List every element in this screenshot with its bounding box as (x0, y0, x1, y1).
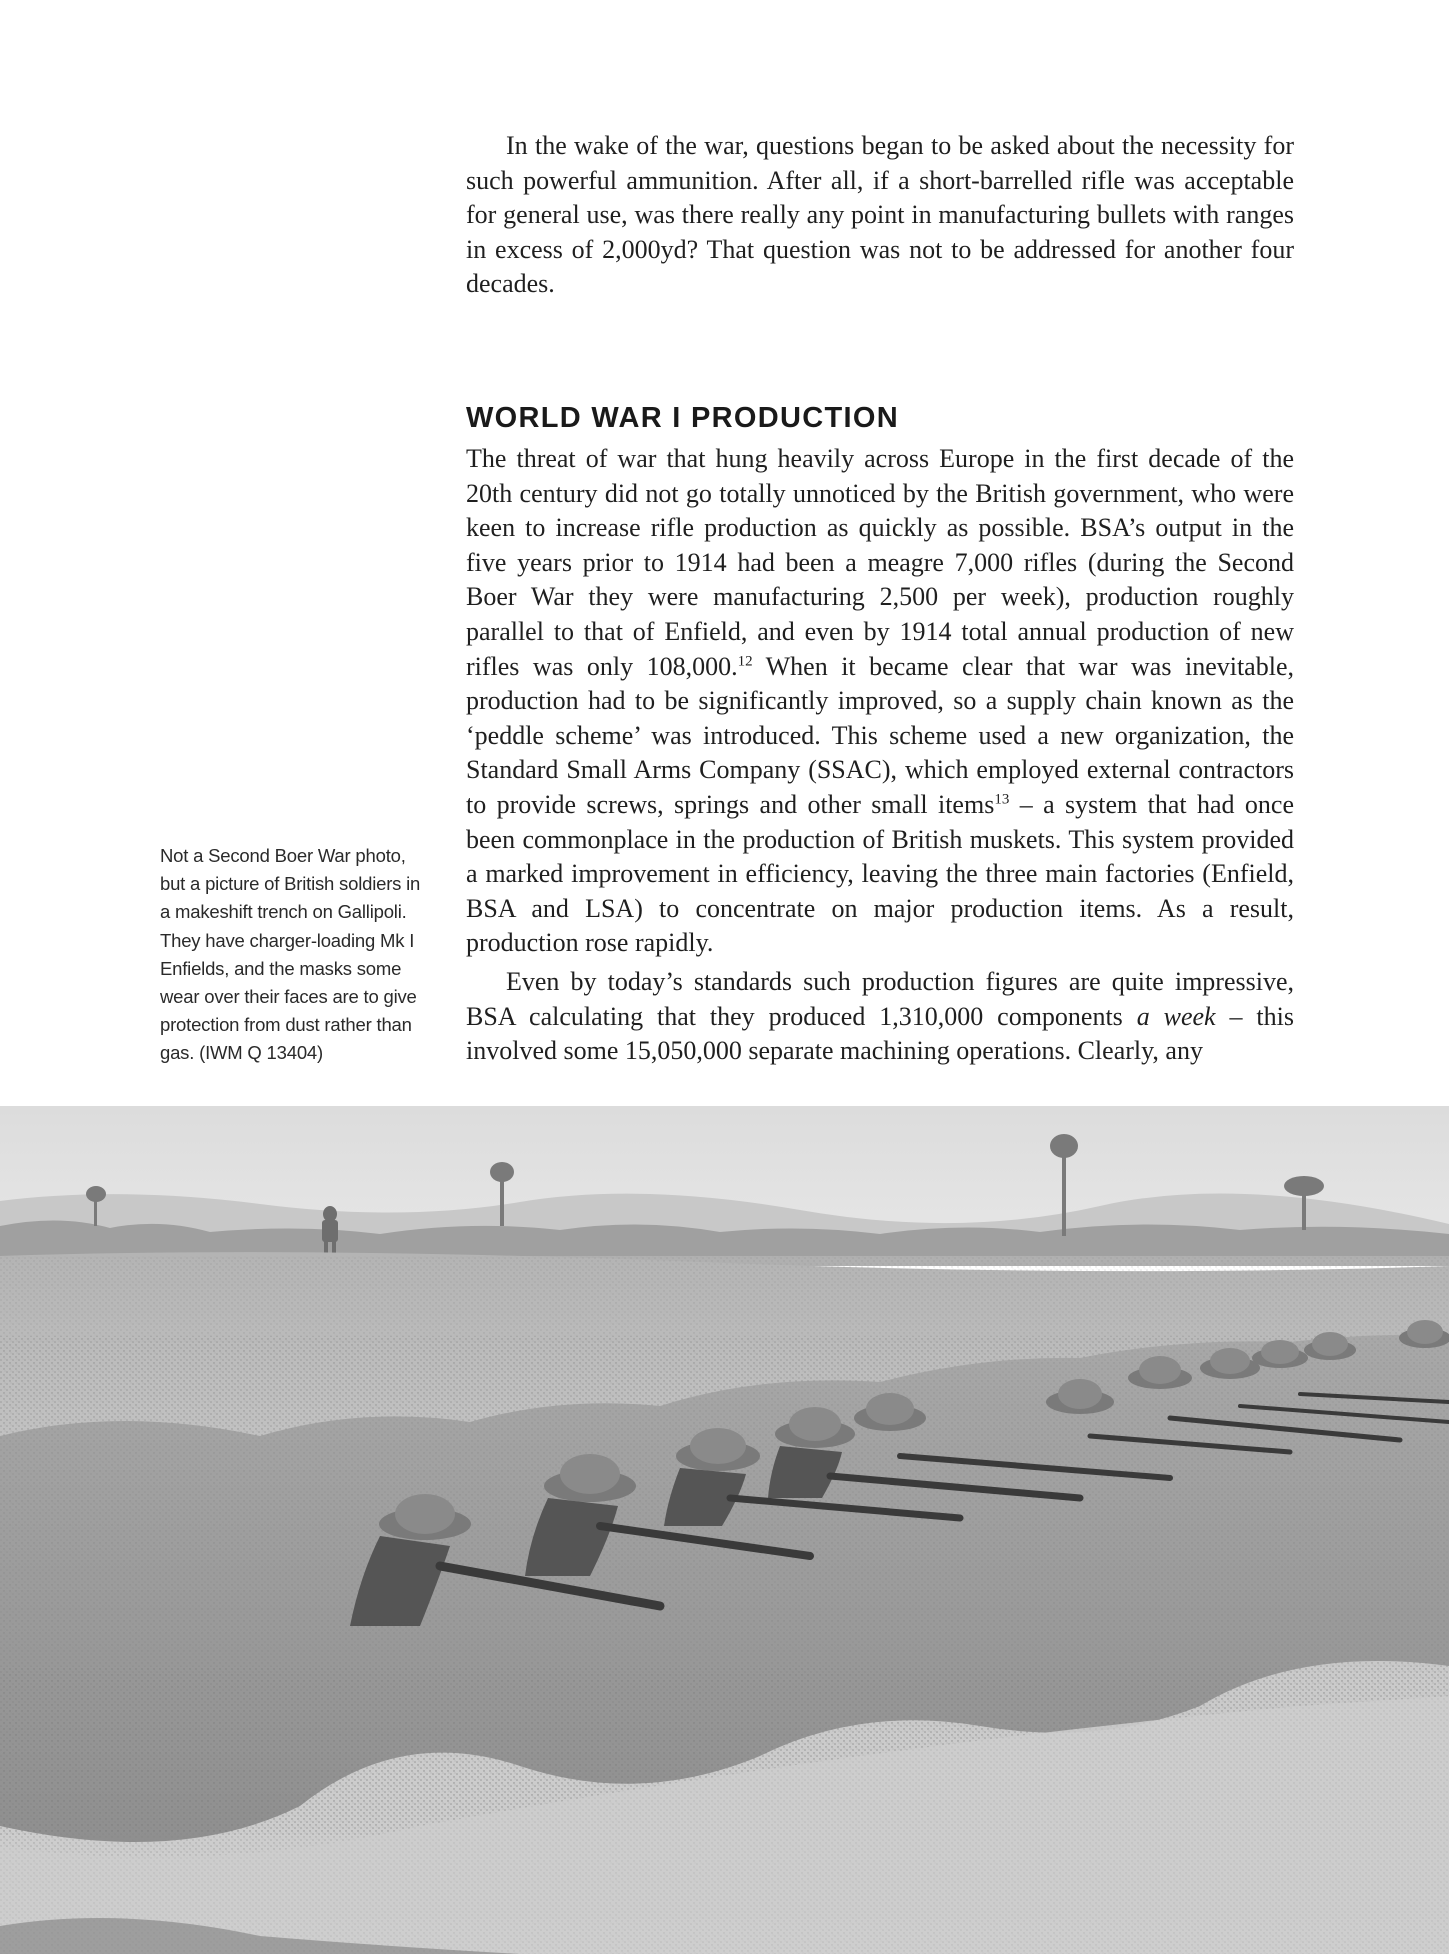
paragraph-1-text-c: – a system that had once been commonplace in the production of British muskets. This system provided a marked improvement in efficiency, leaving the three main factories (Enfield, BSA and LSA) to concentrate on major production items. As a result, production rose rapidly. (466, 789, 1294, 958)
photo-caption: Not a Second Boer War photo, but a picture of British soldiers in a makeshift trench on Gallipoli. They have charger-loading Mk I Enfields, and the masks some wear over their faces are to give protection from dust rather than gas. (IWM Q 13404) (160, 845, 421, 1064)
intro-paragraph: In the wake of the war, questions began to be asked about the necessity for such powerful ammunition. After all, if a short-barrelled rifle was acceptable for general use, was there really any point in manufacturing bullets with ranges in excess of 2,000yd? That question was not to be addressed for another four decades. (466, 131, 1294, 299)
section-paragraph-2 (466, 965, 1294, 1069)
world-war-production-section (466, 396, 1294, 1069)
paragraph-2-emphasis: a week (1136, 1001, 1216, 1031)
intro-text-block (466, 129, 1294, 302)
paragraph-2-text-b: – this involved some 15,050,000 separate machining operations. Clearly, any (466, 1001, 1294, 1066)
photo-illustration (0, 1106, 1449, 1954)
footnote-ref-13[interactable]: 13 (994, 791, 1010, 808)
section-paragraph-1 (466, 442, 1294, 961)
trench-photograph (0, 1106, 1449, 1954)
footnote-ref-12[interactable]: 12 (737, 652, 753, 669)
paragraph-1-text-b: When it became clear that war was inevitable, production had to be significantly improved, so a supply chain known as the ‘peddle scheme’ was introduced. This scheme used a new organization, the Standard Small Arms Company (SSAC), which employed external contractors to provide screws, springs and other small items (466, 651, 1294, 819)
section-heading: WORLD WAR I PRODUCTION (466, 402, 899, 434)
paragraph-2-text-a: Even by today’s standards such production figures are quite impressive, BSA calculating that they produced 1,310,000 components (466, 966, 1294, 1031)
paragraph-1-text-a: The threat of war that hung heavily across Europe in the first decade of the 20th century did not go totally unnoticed by the British government, who were keen to increase rifle production as quickly as possible. BSA’s output in the five years prior to 1914 had been a meagre 7,000 rifles (during the Second Boer War they were manufacturing 2,500 per week), production roughly parallel to that of Enfield, and even by 1914 total annual production of new rifles was only 108,000. (466, 444, 1294, 681)
